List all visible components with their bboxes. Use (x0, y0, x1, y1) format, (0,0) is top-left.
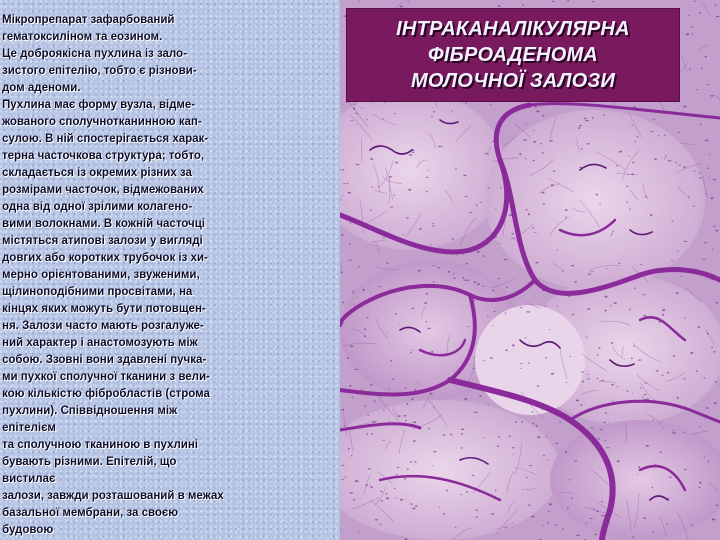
description-line: складається із окремих різних за (2, 167, 192, 179)
description-line: базальної мембрани, за своєю (2, 507, 179, 519)
description-line: гематоксиліном та еозином. (2, 31, 163, 43)
description-line: дом аденоми. (2, 82, 81, 94)
description-line: довгих або коротких трубочок із хи- (2, 252, 208, 264)
description-line: одна від одної зрілими колагено- (2, 201, 193, 213)
description-line: собою. Ззовні вони здавлені пучка- (2, 354, 207, 366)
description-line: кінцях яких можуть бути потовщен- (2, 303, 206, 315)
description-line: мерно орієнтованими, звуженими, (2, 269, 200, 281)
title-line-2: МОЛОЧНОЇ ЗАЛОЗИ (410, 70, 616, 92)
description-line: епітелієм (2, 422, 56, 434)
description-line: щілиноподібними просвітами, на (2, 286, 193, 298)
description-line: сулою. В ній спостерігається харак- (2, 133, 209, 145)
description-line: містяться атипові залози у вигляді (2, 235, 203, 247)
description-line: Мікропрепарат зафарбований (2, 14, 175, 26)
description-line: будовою (2, 524, 54, 536)
title-line-1: ІНТРАКАНАЛІКУЛЯРНА ФІБРОАДЕНОМА (396, 18, 630, 66)
description-line: жованого сполучнотканинною кап- (2, 116, 202, 128)
description-panel (0, 0, 340, 540)
description-line: залози, завжди розташований в межах (2, 490, 224, 502)
description-line: розмірами часточок, відмежованих (2, 184, 204, 196)
description-line: ми пухкої сполучної тканини з вели- (2, 371, 210, 383)
slide-title (346, 8, 680, 102)
description-line: вими волокнами. В кожній часточці (2, 218, 205, 230)
description-line: вистилає (2, 473, 56, 485)
description-line: Це доброякісна пухлина із зало- (2, 48, 187, 60)
description-line: пухлини). Співвідношення між (2, 405, 178, 417)
description-line: ня. Залози часто мають розгалуже- (2, 320, 204, 332)
description-line: бувають різними. Епітелій, що (2, 456, 177, 468)
description-line: терна часточкова структура; тобто, (2, 150, 205, 162)
description-line: ний характер і анастомозують між (2, 337, 198, 349)
description-text (2, 12, 336, 539)
description-line: кою кількістю фібробластів (строма (2, 388, 210, 400)
description-line: та сполучною тканиною в пухлині (2, 439, 198, 451)
description-line: зистого епітелію, тобто є різнови- (2, 65, 197, 77)
description-line: Пухлина має форму вузла, відме- (2, 99, 196, 111)
